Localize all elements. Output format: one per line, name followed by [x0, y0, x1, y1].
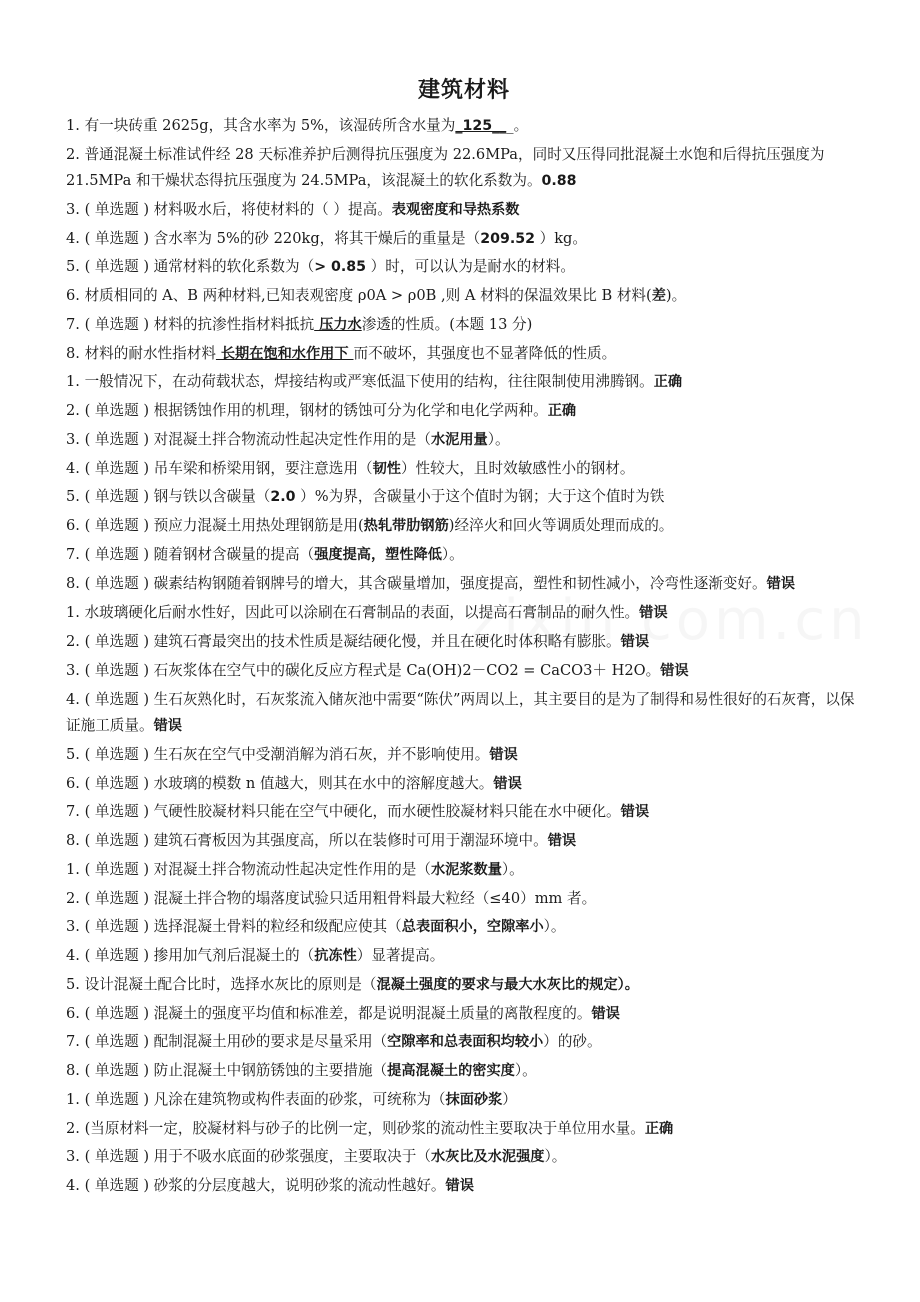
question-text: ）。 [544, 1148, 567, 1166]
question-line [66, 253, 862, 282]
question-line [66, 455, 862, 484]
question-line [66, 112, 862, 141]
question-text: 渗透的性质。(本题 13 分) [361, 315, 533, 333]
answer-text: 强度提高，塑性降低 [314, 546, 442, 563]
question-text: 4. ( 单选题 ) 生石灰熟化时，石灰浆流入储灰池中需要“陈伏”两周以上，其主要目的是为了制得和易性很好的石灰膏，以保证施工质量。 [66, 691, 855, 734]
question-line [66, 856, 862, 885]
question-line [66, 141, 862, 196]
question-line [66, 225, 862, 254]
answer-text: 错误 [639, 605, 668, 622]
question-text: 3. ( 单选题 ) 石灰浆体在空气中的碳化反应方程式是 Ca(OH)2－CO2 = CaCO3＋ H2O。 [66, 661, 661, 679]
answer-text: 差 [651, 288, 666, 305]
question-text: 8. 材料的耐水性指材料 [66, 344, 216, 362]
answer-text: 正确 [653, 374, 683, 391]
question-text: 1. 有一块砖重 2625g，其含水率为 5%，该湿砖所含水量为 [66, 117, 456, 134]
question-text: ）kg。 [534, 229, 587, 247]
question-text: ）。 [514, 1062, 537, 1080]
question-line [66, 1000, 862, 1029]
question-text: ）%为界，含碳量小于这个值时为钢；大于这个值时为铁 [295, 488, 665, 506]
question-text: 7. ( 单选题 ) 气硬性胶凝材料只能在空气中硬化，而水硬性胶凝材料只能在水中硬化。 [66, 803, 621, 821]
question-text: 1. ( 单选题 ) 对混凝土拌合物流动性起决定性作用的是（ [66, 860, 431, 878]
answer-text: 表观密度和导热系数 [391, 201, 520, 218]
question-line [66, 1172, 862, 1201]
question-text: 2. (当原材料一定，胶凝材料与砂子的比例一定，则砂浆的流动性主要取决于单位用水量。 [66, 1119, 645, 1137]
answer-text: 错误 [591, 1005, 620, 1022]
question-line [66, 1143, 862, 1172]
question-text: 3. ( 单选题 ) 选择混凝土骨料的粒经和级配应使其（ [66, 918, 402, 936]
question-line [66, 397, 862, 426]
question-text: ）。 [543, 918, 566, 936]
question-text: 而不破坏，其强度也不显著降低的性质。 [353, 344, 617, 362]
answer-text: 错误 [660, 662, 689, 679]
question-line [66, 570, 862, 600]
question-text: 4. ( 单选题 ) 含水率为 5%的砂 220kg，将其干燥后的重量是（ [66, 229, 481, 247]
answer-text: 错误 [445, 1178, 474, 1195]
question-line [66, 686, 862, 741]
answer-text: 长期在饱和水作用下 [215, 345, 354, 362]
question-text: 4. ( 单选题 ) 掺用加气剂后混凝土的（ [66, 947, 315, 965]
question-text: ）性较大，且时效敏感性小的钢材。 [400, 459, 635, 477]
answer-text: 错误 [766, 576, 795, 593]
question-line [66, 1115, 862, 1144]
answer-text: 热轧带肋钢筋 [363, 518, 449, 535]
question-text: ）时，可以认为是耐水的材料。 [366, 258, 575, 276]
question-line [66, 512, 862, 541]
question-text: 1. ( 单选题 ) 凡涂在建筑物或构件表面的砂浆，可统称为（ [66, 1090, 446, 1108]
question-text: ） [502, 1090, 517, 1108]
question-text: _。 [506, 117, 529, 134]
document-page [66, 74, 862, 1201]
question-text: 3. ( 单选题 ) 用于不吸水底面的砂浆强度，主要取决于（ [66, 1148, 431, 1166]
question-line [66, 942, 862, 971]
answer-text: 错误 [493, 775, 522, 792]
question-line [66, 798, 862, 827]
answer-text: _125__ [455, 118, 507, 134]
question-line [66, 885, 862, 914]
question-line [66, 340, 862, 369]
question-line [66, 368, 862, 397]
question-line [66, 827, 862, 856]
question-text: 6. ( 单选题 ) 水玻璃的模数 n 值越大，则其在水中的溶解度越大。 [66, 774, 494, 792]
answer-text: 错误 [489, 746, 518, 763]
question-line [66, 770, 862, 799]
answer-text: 总表面积小，空隙率小 [401, 919, 544, 936]
question-text: ）。 [487, 430, 510, 448]
question-text: 5. 设计混凝土配合比时，选择水灰比的原则是（ [66, 975, 377, 993]
question-text: )经淬火和回火等调质处理而成的。 [448, 517, 674, 535]
question-text: 8. ( 单选题 ) 碳素结构钢随着钢牌号的增大，其含碳量增加，强度提高，塑性和韧性减小，冷弯性逐渐变好。 [66, 575, 767, 593]
answer-text: 混凝土强度的要求与最大水灰比的规定）。 [376, 976, 639, 993]
question-text: 1. 一般情况下，在动荷载状态，焊接结构或严寒低温下使用的结构，往往限制使用沸腾钢。 [66, 373, 654, 391]
answer-text: 209.52 [480, 230, 535, 247]
answer-text: 提高混凝土的密实度 [387, 1063, 515, 1080]
question-text: 3. ( 单选题 ) 对混凝土拌合物流动性起决定性作用的是（ [66, 430, 431, 448]
question-text: 2. ( 单选题 ) 混凝土拌合物的塌落度试验只适用粗骨料最大粒经（≤40）mm 者。 [66, 889, 597, 907]
question-text: 1. 水玻璃硬化后耐水性好，因此可以涂刷在石膏制品的表面，以提高石膏制品的耐久性。 [66, 604, 640, 622]
question-text: 4. ( 单选题 ) 砂浆的分层度越大，说明砂浆的流动性越好。 [66, 1177, 446, 1195]
answer-text: 水泥用量 [430, 431, 488, 448]
answer-text: 错误 [620, 634, 650, 651]
question-line [66, 282, 862, 311]
question-line [66, 741, 862, 770]
question-text: 5. ( 单选题 ) 通常材料的软化系数为（ [66, 258, 315, 276]
answer-text: 水泥浆数量 [430, 861, 502, 878]
question-text: 4. ( 单选题 ) 吊车梁和桥梁用钢，要注意选用（ [66, 459, 373, 477]
question-line [66, 196, 862, 225]
question-line [66, 628, 862, 657]
question-line [66, 1028, 862, 1057]
question-text: 6. ( 单选题 ) 预应力混凝土用热处理钢筋是用( [66, 517, 364, 535]
question-text: 3. ( 单选题 ) 材料吸水后，将使材料的（ ）提高。 [66, 200, 392, 218]
answer-text: > 0.85 [314, 259, 367, 276]
answer-text: 韧性 [372, 460, 401, 477]
question-text: 7. ( 单选题 ) 随着钢材含碳量的提高（ [66, 545, 315, 563]
question-text: 5. ( 单选题 ) 生石灰在空气中受潮消解为消石灰，并不影响使用。 [66, 745, 490, 763]
question-text: 2. ( 单选题 ) 建筑石膏最突出的技术性质是凝结硬化慢，并且在硬化时体积略有膨胀。 [66, 633, 621, 651]
question-line [66, 657, 862, 686]
question-text: 2. 普通混凝土标准试件经 28 天标准养护后测得抗压强度为 22.6MPa，同时又压得同批混凝土水饱和后得抗压强度为 21.5MPa 和干燥状态得抗压强度为 24.5MPa，该混凝土的软化系数为。 [66, 146, 825, 189]
answer-text: 2.0 [270, 489, 296, 506]
page-title: 建筑材料 [417, 78, 510, 103]
question-text: )。 [665, 287, 687, 305]
answer-text: 错误 [547, 833, 577, 850]
question-text: 7. ( 单选题 ) 材料的抗渗性指材料抵抗 [66, 315, 315, 333]
question-list [66, 112, 862, 1201]
question-line [66, 483, 862, 512]
answer-text: 抹面砂浆 [445, 1091, 503, 1108]
question-text: 5. ( 单选题 ) 钢与铁以含碳量（ [66, 488, 271, 506]
answer-text: 错误 [620, 804, 650, 821]
answer-text: 正确 [547, 403, 577, 420]
question-line [66, 971, 862, 1000]
question-text: ）的砂。 [543, 1033, 602, 1051]
answer-text: 水灰比及水泥强度 [430, 1149, 545, 1166]
question-line [66, 1086, 862, 1115]
question-line [66, 311, 862, 340]
question-text: ）。 [501, 860, 524, 878]
answer-text: 抗冻性 [314, 948, 357, 965]
answer-text: 空隙率和总表面积均较小 [387, 1034, 544, 1051]
answer-text: 压力水 [314, 316, 362, 333]
question-text: 6. 材质相同的 A、B 两种材料,已知表观密度 ρ0A > ρ0B ,则 A 材料的保温效果比 B 材料( [66, 287, 652, 305]
question-line [66, 599, 862, 628]
answer-text: 0.88 [541, 172, 577, 189]
question-text: 8. ( 单选题 ) 建筑石膏板因为其强度高，所以在装修时可用于潮湿环境中。 [66, 832, 548, 850]
question-text: 7. ( 单选题 ) 配制混凝土用砂的要求是尽量采用（ [66, 1033, 388, 1051]
question-text: 8. ( 单选题 ) 防止混凝土中钢筋锈蚀的主要措施（ [66, 1062, 388, 1080]
answer-text: 正确 [644, 1120, 674, 1137]
question-text: ）显著提高。 [356, 947, 445, 965]
question-text: 2. ( 单选题 ) 根据锈蚀作用的机理，钢材的锈蚀可分为化学和电化学两种。 [66, 402, 548, 420]
answer-text: 错误 [153, 717, 182, 734]
question-line [66, 541, 862, 570]
question-text: ）。 [441, 545, 464, 563]
question-line [66, 1057, 862, 1086]
question-text: 6. ( 单选题 ) 混凝土的强度平均值和标准差，都是说明混凝土质量的离散程度的。 [66, 1004, 592, 1022]
question-line [66, 913, 862, 942]
question-line [66, 426, 862, 455]
